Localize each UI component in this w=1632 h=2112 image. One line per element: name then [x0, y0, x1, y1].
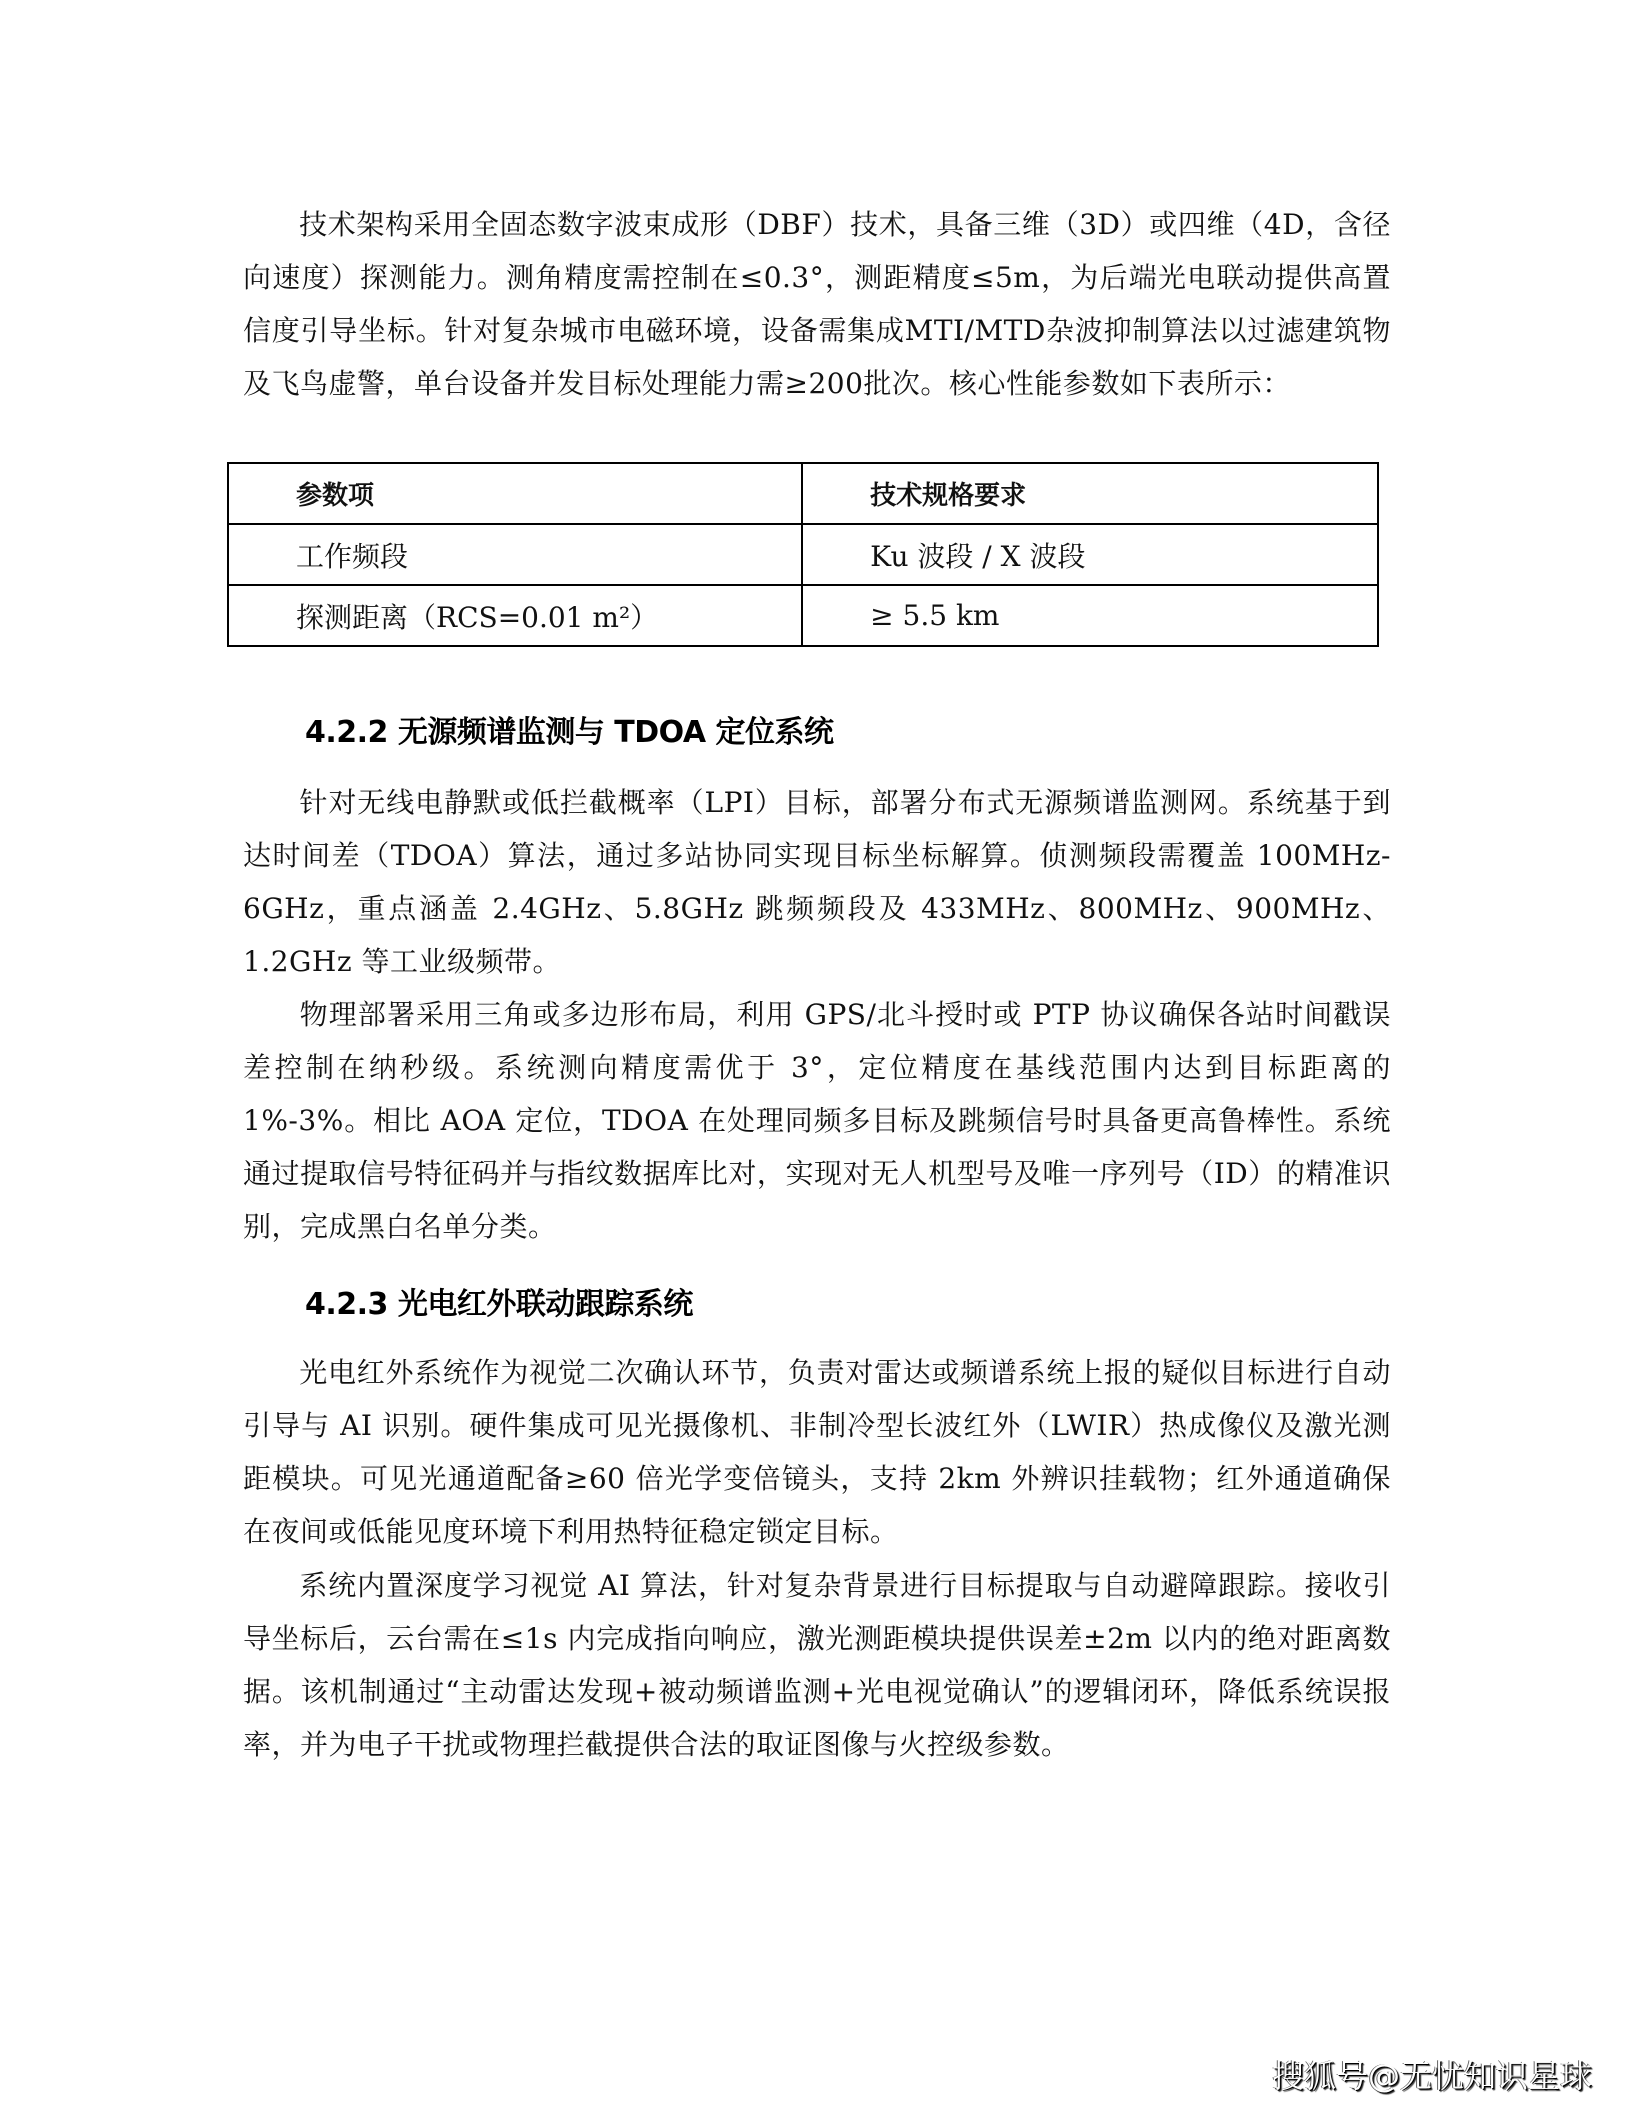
- table-header-row: [228, 463, 1378, 524]
- paragraph-text: 系统内置深度学习视觉 AI 算法，针对复杂背景进行目标提取与自动避障跟踪。接收引导坐标后，云台需在≤1s 内完成指向响应，激光测距模块提供误差±2m 以内的绝对距离数据。该机制通过“主动雷达发现+被动频谱监测+光电视觉确认”的逻辑闭环，降低系统误报率，并为电子干扰或物理拦截提供合法的取证图像与火控级参数。: [243, 1569, 1391, 1761]
- table-header-requirement: 技术规格要求: [802, 463, 1378, 524]
- radar-spec-table: [227, 462, 1379, 647]
- paragraph-radar-architecture: [243, 198, 1391, 410]
- paragraph-eo-ir-ai: [243, 1559, 1391, 1771]
- table-header-parameter: 参数项: [228, 463, 802, 524]
- table-cell-value: Ku 波段 / X 波段: [802, 524, 1378, 585]
- paragraph-tdoa-deployment: [243, 988, 1391, 1253]
- paragraph-tdoa-intro: [243, 776, 1391, 988]
- paragraph-text: 物理部署采用三角或多边形布局，利用 GPS/北斗授时或 PTP 协议确保各站时间戳误差控制在纳秒级。系统测向精度需优于 3°，定位精度在基线范围内达到目标距离的 1%-3%。相比 AOA 定位，TDOA 在处理同频多目标及跳频信号时具备更高鲁棒性。系统通过提取信号特征码并与指纹数据库比对，实现对无人机型号及唯一序列号（ID）的精准识别，完成黑白名单分类。: [243, 998, 1391, 1243]
- table-row: [228, 524, 1378, 585]
- table-cell-parameter: 探测距离（RCS=0.01 m²）: [228, 585, 802, 646]
- paragraph-eo-ir-hardware: [243, 1346, 1391, 1558]
- paragraph-text: 技术架构采用全固态数字波束成形（DBF）技术，具备三维（3D）或四维（4D，含径向速度）探测能力。测角精度需控制在≤0.3°，测距精度≤5m，为后端光电联动提供高置信度引导坐标。针对复杂城市电磁环境，设备需集成MTI/MTD杂波抑制算法以过滤建筑物及飞鸟虚警，单台设备并发目标处理能力需≥200批次。核心性能参数如下表所示：: [243, 208, 1391, 400]
- table-cell-value: ≥ 5.5 km: [802, 585, 1378, 646]
- section-heading-423: 4.2.3 光电红外联动跟踪系统: [305, 1287, 693, 1322]
- section-heading-422: 4.2.2 无源频谱监测与 TDOA 定位系统: [305, 715, 834, 750]
- paragraph-text: 针对无线电静默或低拦截概率（LPI）目标，部署分布式无源频谱监测网。系统基于到达时间差（TDOA）算法，通过多站协同实现目标坐标解算。侦测频段需覆盖 100MHz-6GHz，重点涵盖 2.4GHz、5.8GHz 跳频频段及 433MHz、800MHz、900MHz、1.2GHz 等工业级频带。: [243, 786, 1391, 978]
- table-cell-parameter: 工作频段: [228, 524, 802, 585]
- paragraph-text: 光电红外系统作为视觉二次确认环节，负责对雷达或频谱系统上报的疑似目标进行自动引导与 AI 识别。硬件集成可见光摄像机、非制冷型长波红外（LWIR）热成像仪及激光测距模块。可见光通道配备≥60 倍光学变倍镜头，支持 2km 外辨识挂载物；红外通道确保在夜间或低能见度环境下利用热特征稳定锁定目标。: [243, 1356, 1391, 1548]
- table-row: [228, 585, 1378, 646]
- sohu-watermark: 搜狐号@无忧知识星球: [1272, 2057, 1593, 2095]
